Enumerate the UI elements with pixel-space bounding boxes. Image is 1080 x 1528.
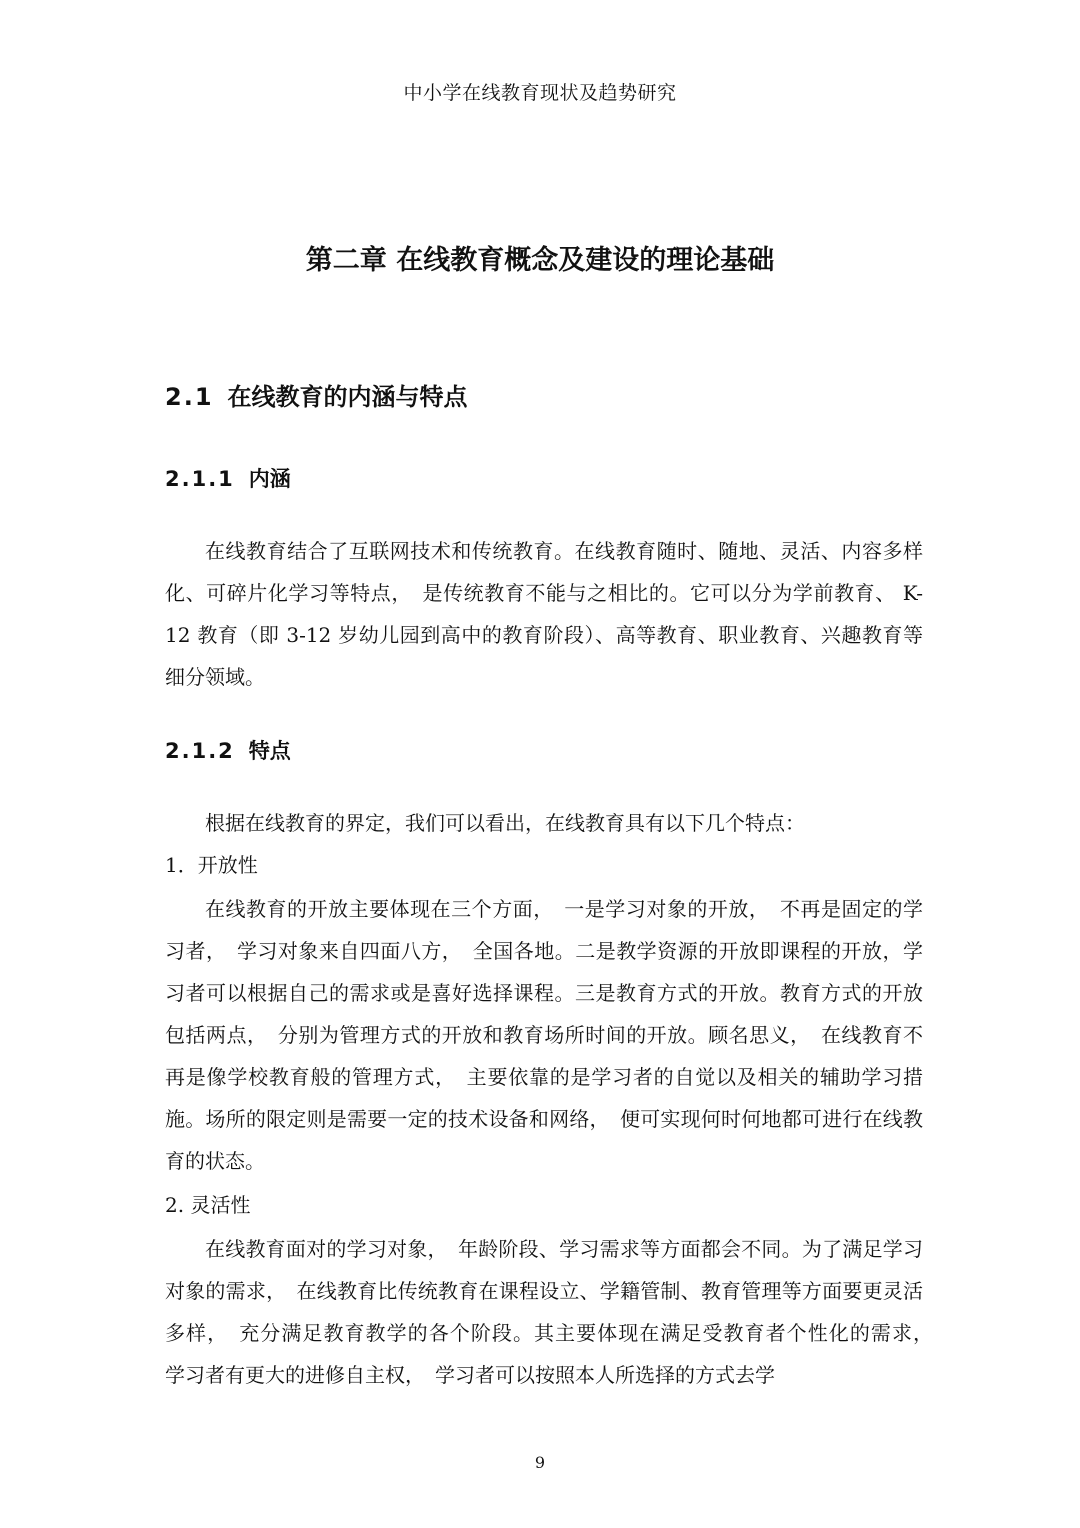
body-paragraph-openness: 在线教育的开放主要体现在三个方面， 一是学习对象的开放， 不再是固定的学习者， 学习对象来自四面八方， 全国各地。二是教学资源的开放即课程的开放，学习者可以根据自己的需求或是喜好选择课程。三是教育方式的开放。教育方式的开放包括两点， 分别为管理方式的开放和教育场所时间的开放。顾名思义， 在线教育不再是像学校教育般的管理方式， 主要依靠的是学习者的自觉以及相关的辅助学习措施。场所的限定则是需要一定的技术设备和网络， 便可实现何时何地都可进行在线教育的状态。 [165,897,923,1173]
subsection-number-2: 2.1.2 [165,739,235,763]
body-paragraph-flexibility: 在线教育面对的学习对象， 年龄阶段、学习需求等方面都会不同。为了满足学习对象的需求， 在线教育比传统教育在课程设立、学籍管制、教育管理等方面要更灵活多样， 充分满足教育教学的各个阶段。其主要体现在满足受教育者个性化的需求， 学习者有更大的进修自主权， 学习者可以按照本人所选择的方式去学 [165,1237,943,1387]
page-number: 9 [534,1453,546,1472]
section-number: 2.1 [165,383,214,411]
subsection-heading-2 [165,736,291,766]
running-header: 中小学在线教育现状及趋势研究 [403,82,677,104]
body-paragraph-definition: 在线教育结合了互联网技术和传统教育。在线教育随时、随地、灵活、内容多样化、可碎片化学习等特点， 是传统教育不能与之相比的。它可以分为学前教育、 K-12 教育（即 3-12 岁幼儿园到高中的教育阶段）、高等教育、职业教育、兴趣教育等细分领域。 [165,539,923,689]
subsection-number-1: 2.1.1 [165,467,235,491]
list-item-heading-flexibility: 2. 灵活性 [165,1193,251,1217]
chapter-title: 第二章 在线教育概念及建设的理论基础 [305,245,775,276]
section-heading [165,380,468,414]
body-paragraph-intro: 根据在线教育的界定，我们可以看出，在线教育具有以下几个特点： [205,811,805,835]
subsection-title-1: 内涵 [248,467,291,491]
list-item-heading-openness: 1．开放性 [165,853,258,877]
subsection-heading-1 [165,464,291,494]
section-title-text: 在线教育的内涵与特点 [227,383,468,411]
subsection-title-2: 特点 [248,739,291,763]
